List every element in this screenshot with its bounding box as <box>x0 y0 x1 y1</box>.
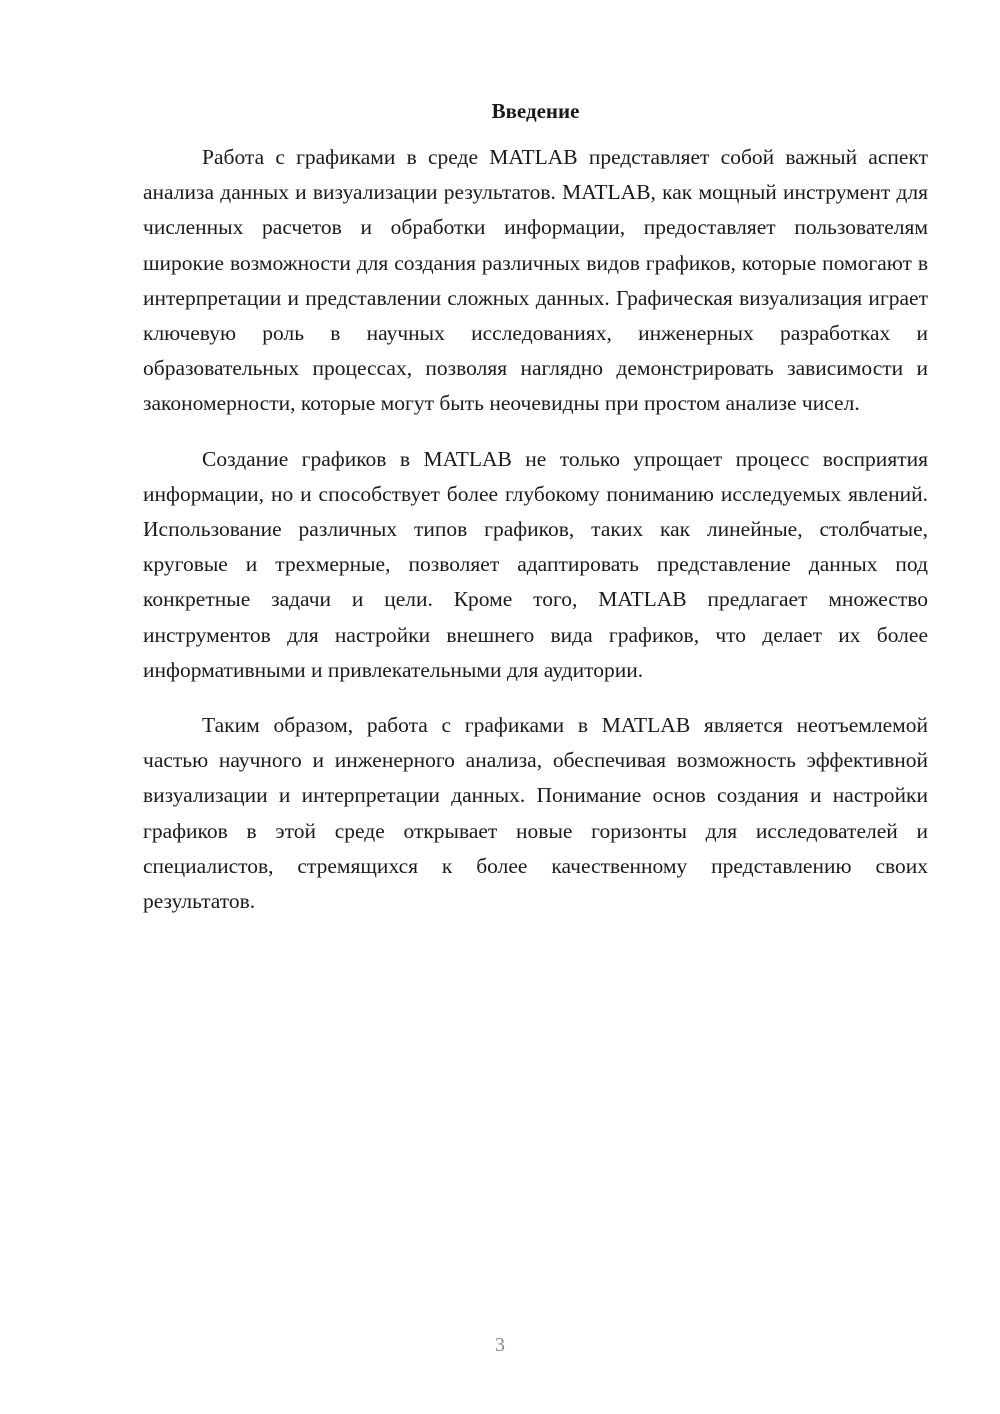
paragraph-1: Работа с графиками в среде MATLAB представляет собой важный аспект анализа данных и визуализации результатов. MATLAB, как мощный инструмент для численных расчетов и обработки информации, предоставляет пользователям широкие возможности для создания различных видов графиков, которые помогают в интерпретации и представлении сложных данных. Графическая визуализация играет ключевую роль в научных исследованиях, инженерных разработках и образовательных процессах, позволяя наглядно демонстрировать зависимости и закономерности, которые могут быть неочевидны при простом анализе чисел. <box>143 145 928 416</box>
paragraph-2: Создание графиков в MATLAB не только упрощает процесс восприятия информации, но и способствует более глубокому пониманию исследуемых явлений. Использование различных типов графиков, таких как линейные, столбчатые, круговые и трехмерные, позволяет адаптировать представление данных под конкретные задачи и цели. Кроме того, MATLAB предлагает множество инструментов для настройки внешнего вида графиков, что делает их более информативными и привлекательными для аудитории. <box>143 446 928 682</box>
page-content <box>143 98 928 939</box>
section-title: Введение <box>491 99 580 123</box>
page-number: 3 <box>495 1334 505 1356</box>
paragraph-3: Таким образом, работа с графиками в MATLAB является неотъемлемой частью научного и инженерного анализа, обеспечивая возможность эффективной визуализации и интерпретации данных. Понимание основ создания и настройки графиков в этой среде открывает новые горизонты для исследователей и специалистов, стремящихся к более качественному представлению своих результатов. <box>143 713 928 914</box>
